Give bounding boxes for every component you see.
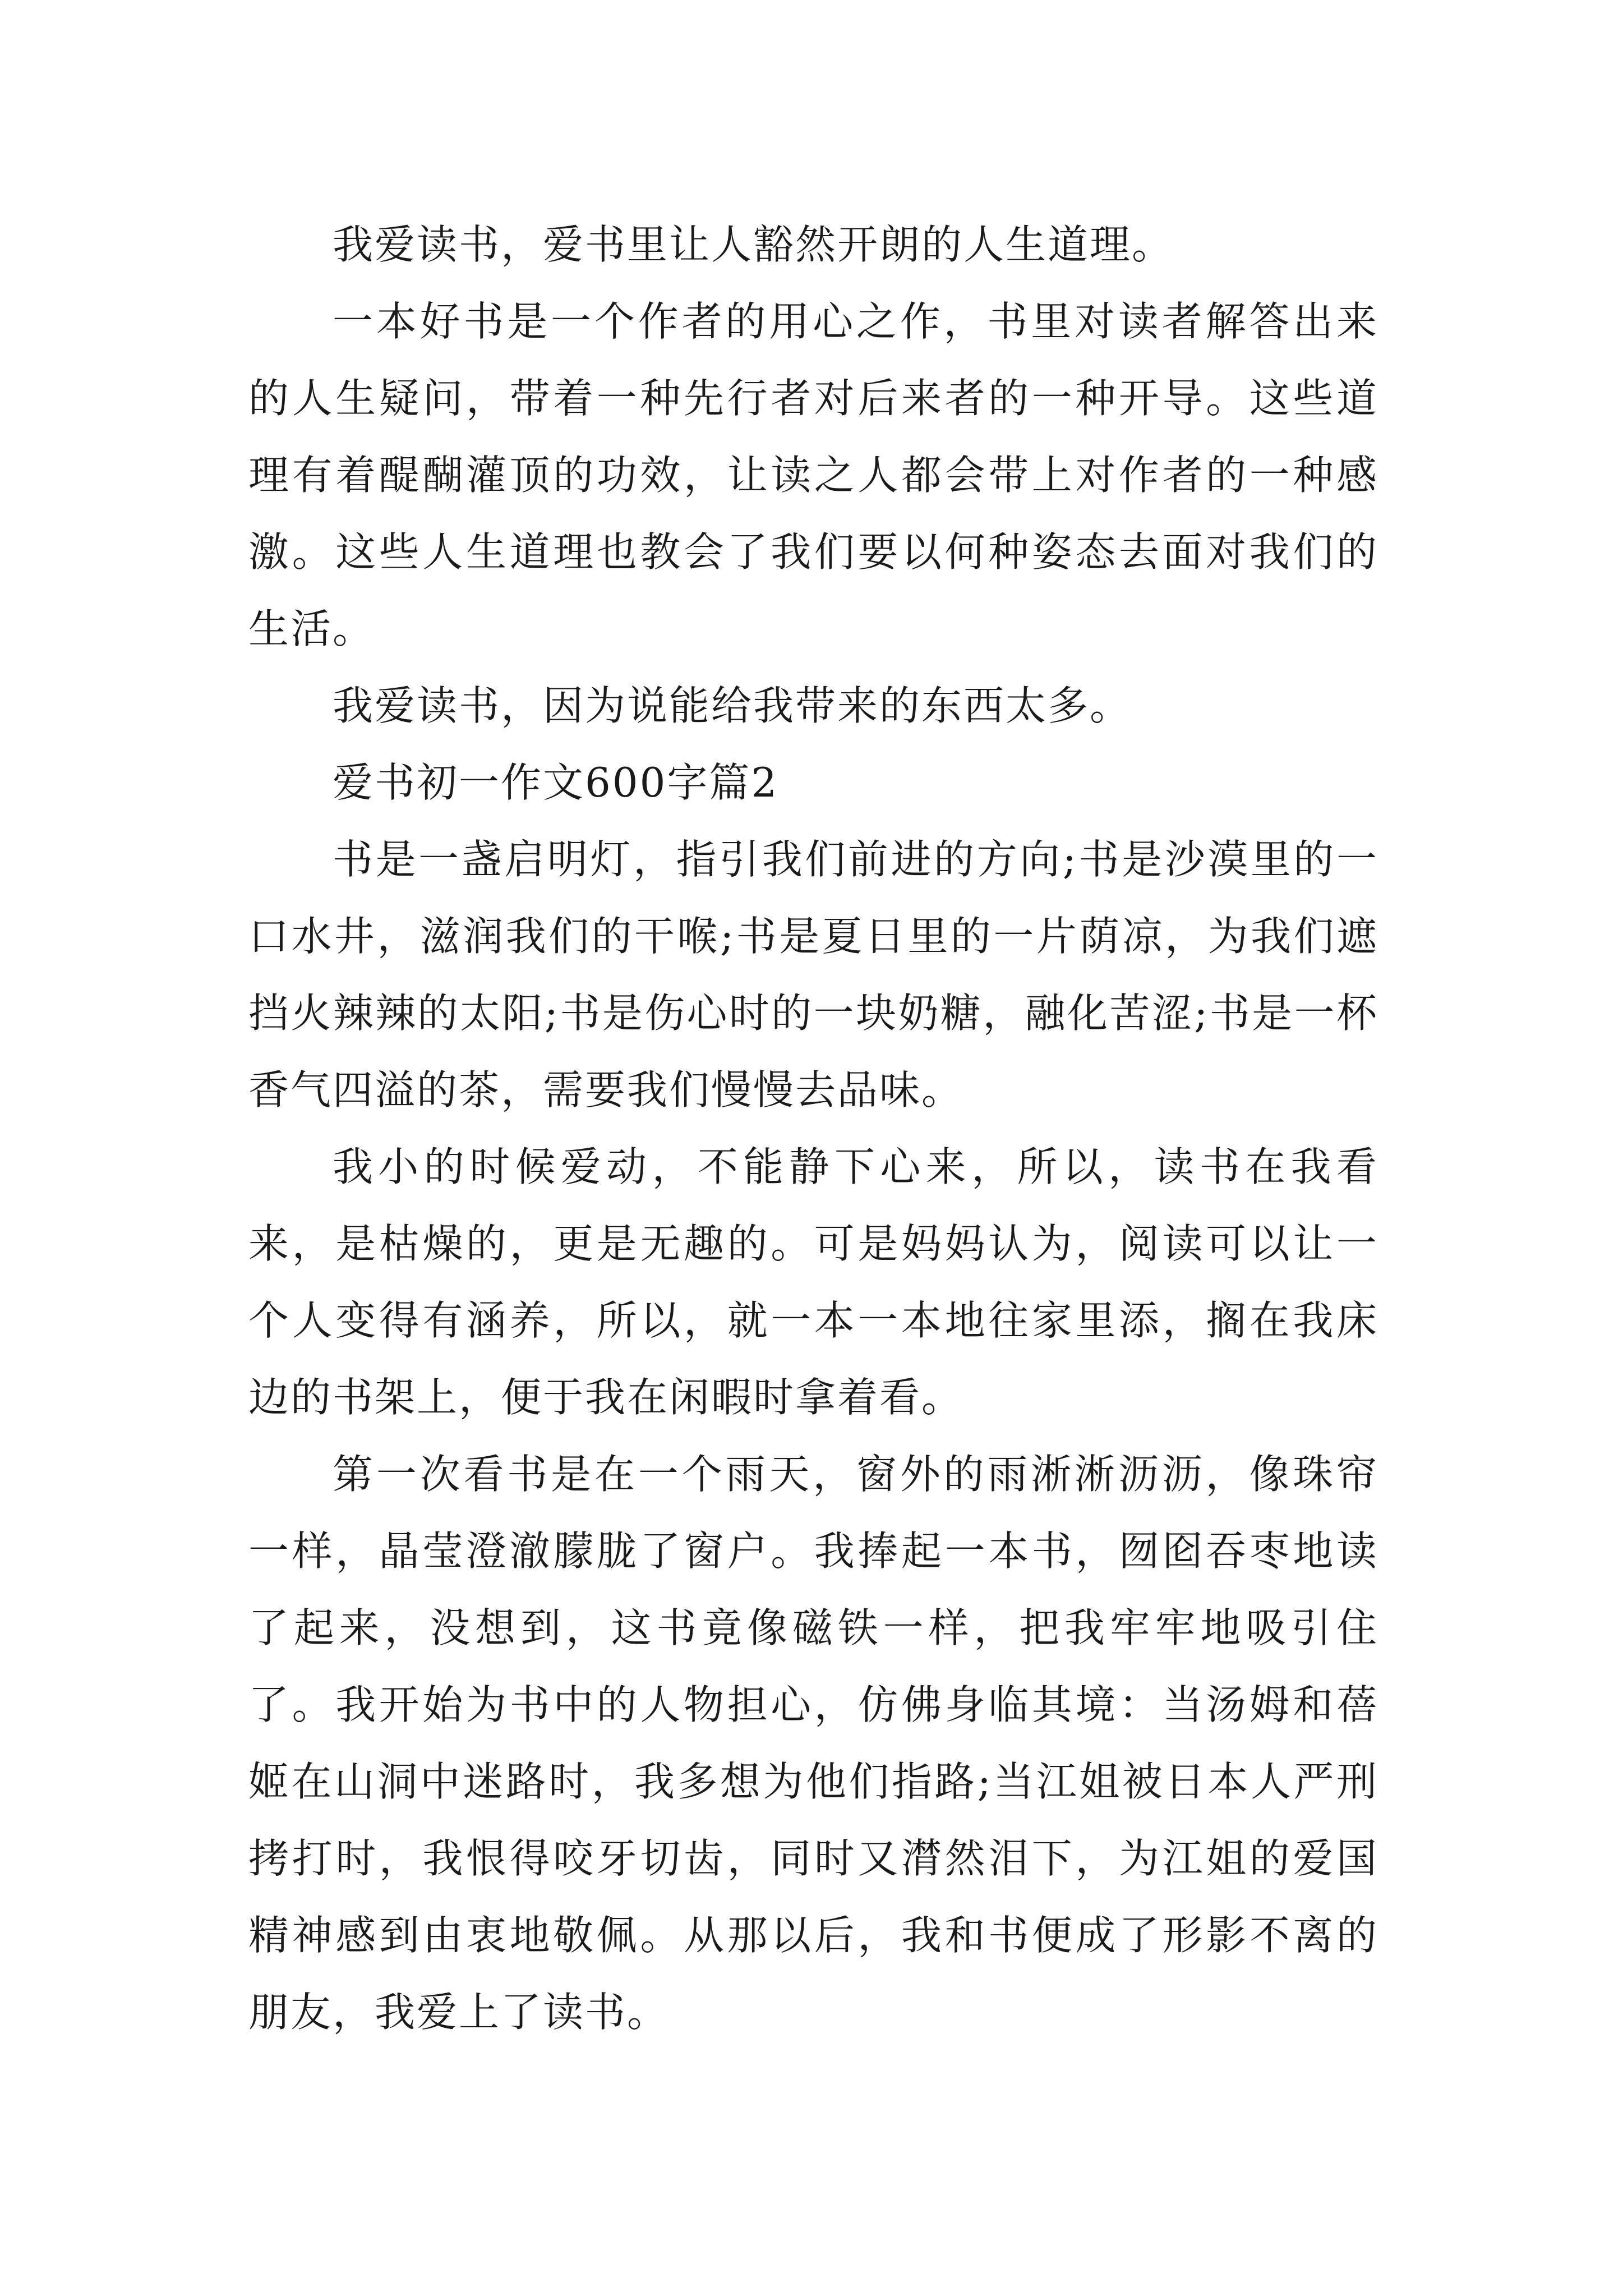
- document-body: [248, 206, 1378, 2051]
- paragraph-love-reading-reason: 我爱读书，因为说能给我带来的东西太多。: [333, 682, 1132, 729]
- paragraph-first-reading: 第一次看书是在一个雨天，窗外的雨淅淅沥沥，像珠帘一样，晶莹澄澈朦胧了窗户。我捧起一本书，囫囵吞枣地读了起来，没想到，这书竟像磁铁一样，把我牢牢地吸引住了。我开始为书中的人物担心，仿佛身临其境：当汤姆和蓓姬在山洞中迷路时，我多想为他们指路;当江姐被日本人严刑拷打时，我恨得咬牙切齿，同时又潸然泪下，为江姐的爱国精神感到由衷地敬佩。从那以后，我和书便成了形影不离的朋友，我爱上了读书。: [248, 1451, 1378, 2036]
- paragraph-love-reading-truths: 我爱读书，爱书里让人豁然开朗的人生道理。: [333, 221, 1174, 268]
- paragraph-good-book: 一本好书是一个作者的用心之作，书里对读者解答出来的人生疑问，带着一种先行者对后来者的一种开导。这些道理有着醍醐灌顶的功效，让读之人都会带上对作者的一种感激。这些人生道理也教会了我们要以何种姿态去面对我们的生活。: [248, 298, 1378, 652]
- paragraph-book-metaphors: 书是一盏启明灯，指引我们前进的方向;书是沙漠里的一口水井，滋润我们的干喉;书是夏日里的一片荫凉，为我们遮挡火辣辣的太阳;书是伤心时的一块奶糖，融化苦涩;书是一杯香气四溢的茶，需要我们慢慢去品味。: [248, 836, 1378, 1114]
- section-heading: 爱书初一作文600字篇2: [333, 759, 779, 806]
- paragraph-childhood: 我小的时候爱动，不能静下心来，所以，读书在我看来，是枯燥的，更是无趣的。可是妈妈认为，阅读可以让一个人变得有涵养，所以，就一本一本地往家里添，搁在我床边的书架上，便于我在闲暇时拿着看。: [248, 1143, 1378, 1421]
